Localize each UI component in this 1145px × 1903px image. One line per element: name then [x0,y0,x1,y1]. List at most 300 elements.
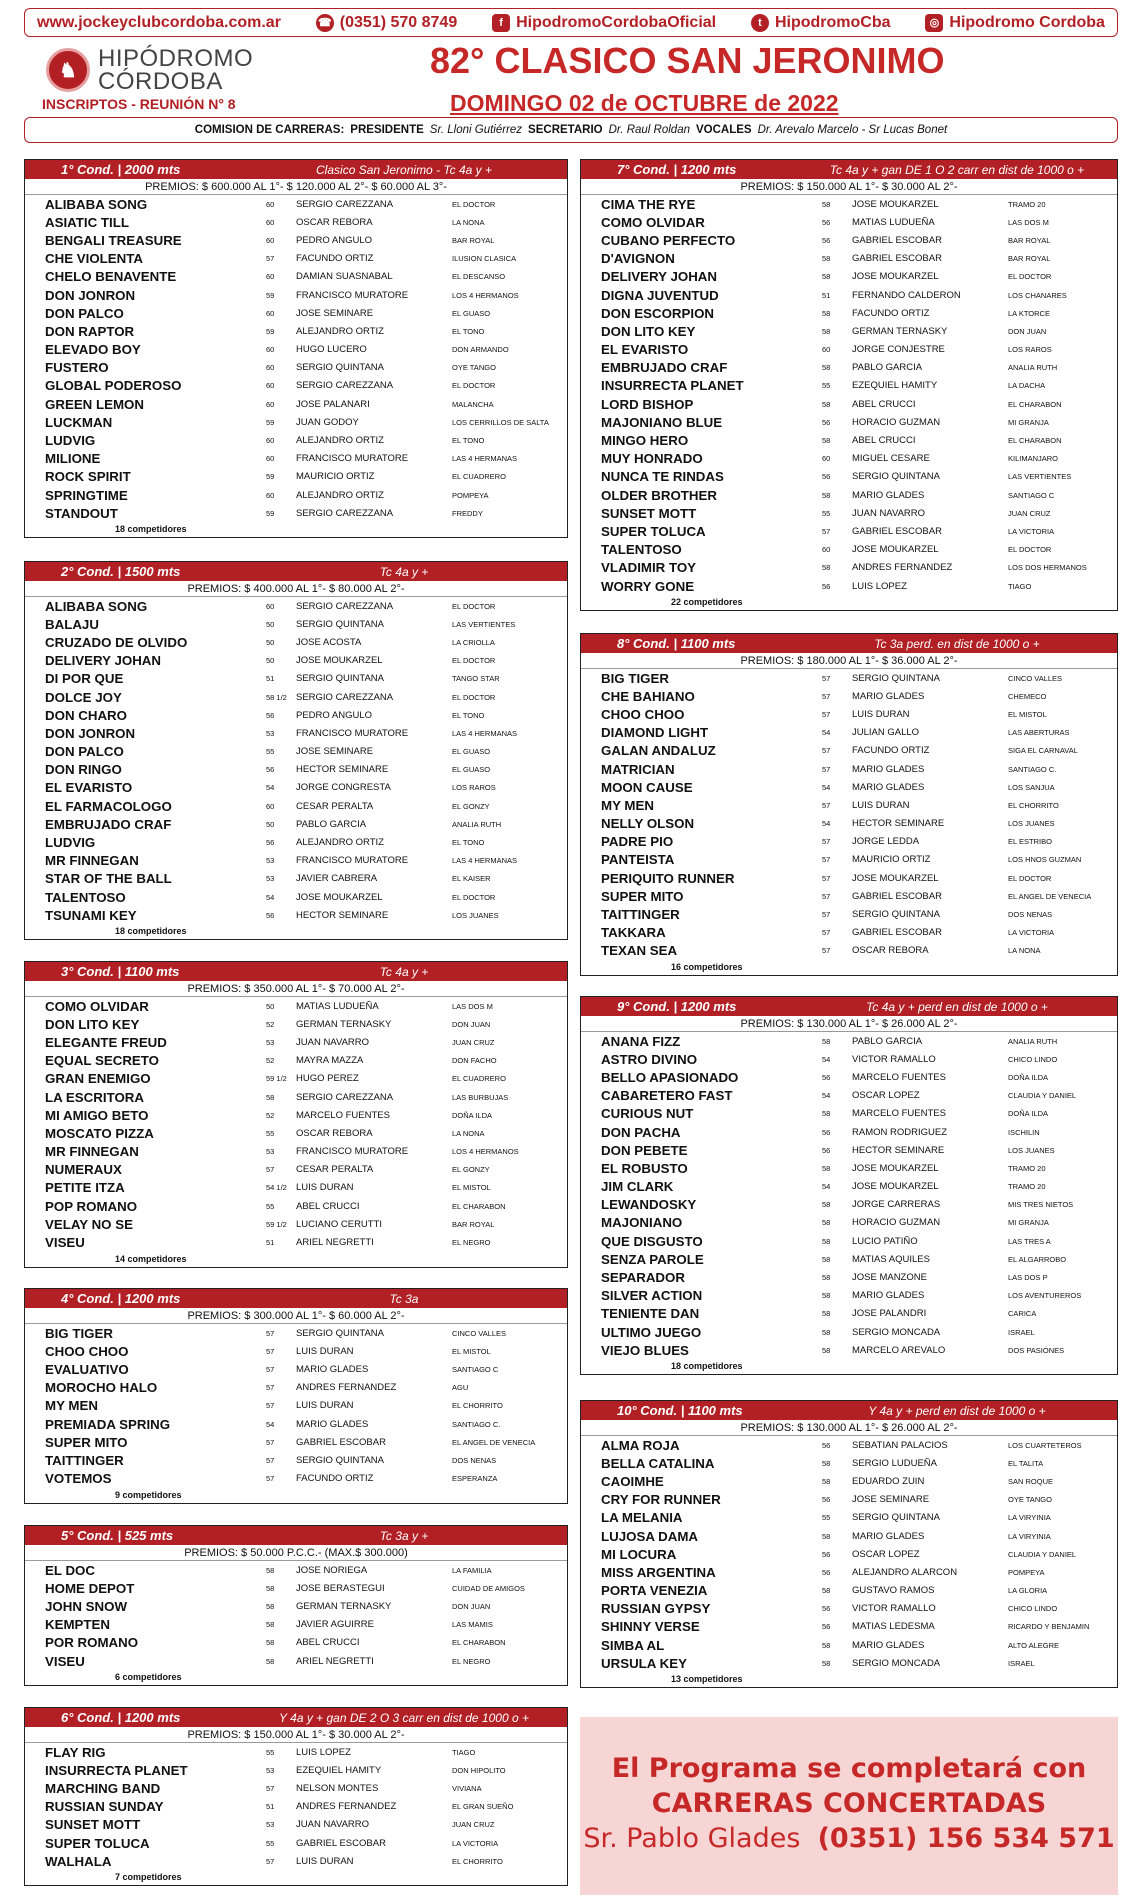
entry-row [25,1397,567,1415]
stable: LAS VERTIENTES [1008,472,1072,482]
twitter-item[interactable]: t HipodromoCba [751,14,891,32]
horse-name: SUPER TOLUCA [45,1835,150,1851]
horse-name: ASTRO DIVINO [601,1051,698,1067]
jockey: FRANCISCO MURATORE [296,289,409,301]
jockey: LUIS DURAN [296,1182,354,1194]
horse-name: CRUZADO DE OLVIDO [45,634,188,650]
stable: LOS CERRILLOS DE SALTA [452,417,549,427]
competitor-count: 18 competidores [115,524,187,535]
horse-name: LA ESCRITORA [45,1089,144,1105]
horse-name: VIEJO BLUES [601,1342,689,1358]
jockey: JOSE MOUKARZEL [852,544,939,556]
jockey: FERNANDO CALDERON [852,289,961,301]
weight: 60 [266,381,275,391]
entry-row [25,1470,567,1488]
weight: 53 [266,856,275,866]
jockey: JOSE NORIEGA [296,1564,368,1576]
weight: 57 [266,1401,275,1411]
stable: EL GUASO [452,308,491,318]
weight: 56 [822,1495,831,1505]
stable: EL DOCTOR [1008,272,1052,282]
stable: ANALIA RUTH [1008,1036,1058,1046]
weight: 58 [822,1586,831,1596]
stable: LA VICTORIA [452,1838,499,1848]
race-condition: 5° Cond. | 525 mts [61,1528,174,1543]
weight: 58 [822,1200,831,1210]
stable: DON HIPOLITO [452,1765,506,1775]
entry-row [581,833,1117,851]
weight: 55 [266,1747,275,1757]
competitor-count: 22 competidores [671,597,743,608]
entry-row [581,760,1117,778]
weight: 57 [266,1455,275,1465]
stable: EL CUADRERO [452,1074,506,1084]
instagram-icon: ◎ [925,14,943,32]
weight: 57 [266,1856,275,1866]
entry-row [25,268,567,286]
stable: EL DOCTOR [452,656,496,666]
race-description: Clasico San Jeronimo - Tc 4a y + [316,162,492,177]
jockey: JUAN NAVARRO [296,1036,370,1048]
weight: 58 [822,1109,831,1119]
entry-row [581,504,1117,522]
weight: 50 [266,1001,275,1011]
competitor-count: 18 competidores [115,926,187,937]
weight: 54 [822,1091,831,1101]
weight: 60 [266,490,275,500]
contact-bar [24,8,1118,37]
weight: 58 [822,1218,831,1228]
entry-row [25,322,567,340]
jockey: EDUARDO ZUIN [852,1475,925,1487]
jockey: ANDRES FERNANDEZ [852,562,953,574]
phone-icon: ☎ [316,14,334,32]
weight: 58 [822,1273,831,1283]
weight: 57 [266,1328,275,1338]
jockey: JOSE MOUKARZEL [852,198,939,210]
jockey: FRANCISCO MURATORE [296,1146,409,1158]
entry-row [25,1798,567,1816]
horse-name: BALAJU [45,616,99,632]
jockey: JOSE MANZONE [852,1272,927,1284]
horse-name: VLADIMIR TOY [601,560,697,576]
weight: 56 [822,1072,831,1082]
horse-name: LUDVIG [45,433,96,449]
entry-row [581,268,1117,286]
weight: 57 [266,1437,275,1447]
entry-row [581,1105,1117,1123]
stable: BAR ROYAL [1008,254,1051,264]
weight: 58 [266,1638,275,1648]
race-description: Y 4a y + perd en dist de 1000 o + [868,1403,1046,1418]
horse-name: FLAY RIG [45,1744,106,1760]
jockey: JOSE MOUKARZEL [852,1162,939,1174]
stable: DON JUAN [452,1019,491,1029]
jockey: MARIO GLADES [852,690,925,702]
entry-row [25,195,567,213]
jockey: LUCIANO CERUTTI [296,1218,383,1230]
horse-name: SUPER MITO [45,1434,128,1450]
weight: 60 [266,801,275,811]
horse-name: FUSTERO [45,360,109,376]
entry-row [25,213,567,231]
race-condition: 6° Cond. | 1200 mts [61,1710,181,1725]
competitor-count: 7 competidores [115,1872,182,1883]
horse-name: SILVER ACTION [601,1288,703,1304]
jockey: SERGIO CAREZZANA [296,380,394,392]
horse-name: VISEU [45,1653,85,1669]
entry-row [581,1214,1117,1232]
entry-row [25,377,567,395]
horse-name: TAKKARA [601,925,666,941]
entry-row [25,1233,567,1251]
horse-name: DIAMOND LIGHT [601,725,709,741]
entry-row [25,1433,567,1451]
entry-row [581,431,1117,449]
horse-name: SUNSET MOTT [601,505,697,521]
race-header [25,1708,567,1727]
race-description: Y 4a y + gan DE 2 O 3 carr en dist de 1000 o + [279,1710,529,1725]
stable: EL CHARABON [452,1201,506,1211]
entry-row [581,1305,1117,1323]
entry-row [581,705,1117,723]
entry-row [581,1636,1117,1654]
stable: EL TONO [452,326,485,336]
stable: EL CHARABON [452,1638,506,1648]
horse-name: GLOBAL PODEROSO [45,378,182,394]
jockey: ALEJANDRO ALARCON [852,1566,958,1578]
stable: CHEMECO [1008,691,1047,701]
weight: 56 [822,581,831,591]
jockey: JOSE MOUKARZEL [852,1181,939,1193]
race-description: Tc 4a y + [379,964,429,979]
stable: LA NONA [452,217,485,227]
horse-name: MATRICIAN [601,761,675,777]
entry-row [25,1415,567,1433]
entry-row [581,742,1117,760]
horse-name: EMBRUJADO CRAF [45,816,172,832]
entry-row [581,522,1117,540]
weight: 56 [266,710,275,720]
jockey: VICTOR RAMALLO [852,1603,936,1615]
horse-name: WORRY GONE [601,578,695,594]
race-prizes: PREMIOS: $ 150.000 AL 1°- $ 30.000 AL 2°- [25,1727,567,1743]
race-prizes: PREMIOS: $ 130.000 AL 1°- $ 26.000 AL 2°- [581,1420,1117,1436]
president-label: PRESIDENTE [350,124,424,136]
entry-row [25,1324,567,1342]
race-condition: 3° Cond. | 1100 mts [61,964,180,979]
stable: DOÑA ILDA [452,1110,493,1120]
stable: EL DOCTOR [452,692,496,702]
stable: EL CHORRITO [1008,800,1059,810]
weight: 58 [822,1236,831,1246]
horse-name: BIG TIGER [45,1325,113,1341]
jockey: MAURICIO ORTIZ [296,471,375,483]
jockey: MARIO GLADES [852,781,925,793]
jockey: LUCIO PATIÑO [852,1235,918,1247]
stable: EL DOCTOR [1008,545,1052,555]
weight: 51 [266,674,275,684]
stable: EL DOCTOR [452,601,496,611]
jockey: GERMAN TERNASKY [296,1018,392,1030]
jockey: HECTOR SEMINARE [852,818,945,830]
entry-row [25,504,567,522]
entry-row [25,1634,567,1652]
website-link[interactable]: www.jockeyclubcordoba.com.ar [37,13,281,31]
jockey: FACUNDO ORTIZ [296,253,374,265]
horse-name: DON JONRON [45,725,136,741]
jockey: ANDRES FERNANDEZ [296,1801,397,1813]
entry-row [581,359,1117,377]
jockey: MARIO GLADES [296,1418,369,1430]
entry-row [25,1451,567,1469]
jockey: SERGIO CAREZZANA [296,1091,394,1103]
weight: 57 [822,800,831,810]
stable: EL CHARABON [1008,399,1062,409]
stable: LA VIRYINIA [1008,1531,1051,1541]
horse-name: SPRINGTIME [45,487,128,503]
entry-row [581,541,1117,559]
jockey: MAURICIO ORTIZ [852,854,931,866]
horse-name: CHE BAHIANO [601,688,695,704]
horse-name: PADRE PIO [601,834,674,850]
weight: 55 [266,1838,275,1848]
weight: 57 [266,1783,275,1793]
horse-name: SENZA PAROLE [601,1251,704,1267]
jockey: GABRIEL ESCOBAR [852,890,942,902]
weight: 60 [822,454,831,464]
stable: ISRAEL [1008,1658,1035,1668]
jockey: SERGIO CAREZZANA [296,600,394,612]
jockey: JOSE PALANARI [296,398,370,410]
weight: 58 [822,1254,831,1264]
horse-name: DIGNA JUVENTUD [601,287,719,303]
facebook-item[interactable]: f HipodromoCordobaOficial [492,14,716,32]
weight: 54 [822,819,831,829]
entry-row [25,1197,567,1215]
entry-row [25,652,567,670]
entry-row [25,797,567,815]
weight: 60 [266,199,275,209]
horse-name: TALENTOSO [45,889,126,905]
entry-row [581,322,1117,340]
vocals-names: Dr. Arevalo Marcelo - Sr Lucas Bonet [757,124,948,136]
horse-name: LORD BISHOP [601,396,694,412]
entry-row [25,1616,567,1634]
horse-name: PORTA VENEZIA [601,1583,708,1599]
horse-name: LUDVIG [45,835,96,851]
stable: LAS 4 HERMANAS [452,856,518,866]
stable: ANALIA RUTH [452,819,502,829]
jockey: MARIO GLADES [852,489,925,501]
weight: 57 [266,1364,275,1374]
jockey: JORGE CONJESTRE [852,344,945,356]
horse-name: DON RAPTOR [45,323,135,339]
weight: 52 [266,1110,275,1120]
horse-name: DON CHARO [45,707,127,723]
entry-row [25,1088,567,1106]
horse-name: MR FINNEGAN [45,853,139,869]
entry-row [581,1068,1117,1086]
entry-row [581,1527,1117,1545]
entry-row [25,597,567,615]
stable: LA KTORCE [1008,308,1050,318]
horse-name: MY MEN [45,1398,98,1414]
entry-row [25,1124,567,1142]
horse-name: DON PEBETE [601,1142,688,1158]
horse-name: TAITTINGER [601,907,680,923]
commission-label: COMISION DE CARRERAS: [194,124,345,136]
race-description: Tc 3a [389,1291,419,1306]
horse-name: PETITE ITZA [45,1180,125,1196]
horse-name: SUNSET MOTT [45,1817,141,1833]
jockey: JAVIER CABRERA [296,873,378,885]
entry-row [25,1215,567,1233]
horse-name: LA MELANIA [601,1510,683,1526]
jockey: GABRIEL ESCOBAR [852,525,942,537]
entry-row [581,341,1117,359]
weight: 60 [266,399,275,409]
jockey: SERGIO MONCADA [852,1657,941,1669]
stable: SANTIAGO C [452,1364,499,1374]
jockey: SERGIO QUINTANA [852,1512,940,1524]
jockey: JOSE BERASTEGUI [296,1582,385,1594]
entry-row [581,869,1117,887]
horse-name: CUBANO PERFECTO [601,232,736,248]
weight: 54 [822,728,831,738]
stable: LA FAMILIA [452,1565,492,1575]
stable: LOS SANJUA [1008,782,1055,792]
weight: 54 [822,1182,831,1192]
jockey: HECTOR SEMINARE [852,1144,945,1156]
entry-row [581,1618,1117,1636]
weight: 56 [822,235,831,245]
horse-name: BENGALI TREASURE [45,232,182,248]
entry-row [581,815,1117,833]
entry-row [25,888,567,906]
race-condition: 1° Cond. | 2000 mts [61,162,181,177]
stable: POMPEYA [452,490,489,500]
stable: AGU [452,1383,469,1393]
weight: 55 [266,1201,275,1211]
horse-name: DON RINGO [45,762,122,778]
horse-name: MY MEN [601,797,654,813]
race-condition: 7° Cond. | 1200 mts [617,162,737,177]
entry-row [581,1472,1117,1490]
horse-name: DELIVERY JOHAN [45,653,162,669]
weight: 54 [266,1419,275,1429]
weight: 53 [266,1147,275,1157]
race-card [24,1288,568,1504]
jockey: JUAN NAVARRO [852,507,926,519]
stable: SANTIAGO C. [452,1419,501,1429]
entry-row [25,670,567,688]
race-prizes: PREMIOS: $ 150.000 AL 1°- $ 30.000 AL 2°- [581,179,1117,195]
jockey: CESAR PERALTA [296,800,374,812]
entry-row [25,1106,567,1124]
jockey: MARCELO AREVALO [852,1344,946,1356]
race-condition: 4° Cond. | 1200 mts [61,1291,181,1306]
race-card [580,159,1118,611]
jockey: PABLO GARCIA [852,1035,923,1047]
entry-row [581,669,1117,687]
weight: 60 [266,601,275,611]
weight: 58 [822,1163,831,1173]
horse-name: SUPER MITO [601,888,684,904]
weight: 58 [822,363,831,373]
jockey: GERMAN TERNASKY [296,1600,392,1612]
stable: CARICA [1008,1309,1037,1319]
weight: 56 [822,417,831,427]
event-date: DOMINGO 02 de OCTUBRE de 2022 [450,90,839,116]
horse-name: WALHALA [45,1853,112,1869]
entry-row [25,724,567,742]
jockey: GERMAN TERNASKY [852,325,948,337]
entry-row [25,1015,567,1033]
race-description: Tc 3a y + [379,1528,429,1543]
entry-row [25,1743,567,1761]
stable: LOS 4 HERMANOS [452,1147,519,1157]
entry-row [25,743,567,761]
weight: 53 [266,1765,275,1775]
stable: LOS JUANES [1008,819,1055,829]
entry-row [581,724,1117,742]
jockey: ALEJANDRO ORTIZ [296,837,384,849]
weight: 51 [266,1238,275,1248]
weight: 57 [266,1165,275,1175]
horse-name: MR FINNEGAN [45,1144,139,1160]
entry-row [25,1561,567,1579]
horse-name: CURIOUS NUT [601,1106,694,1122]
jockey: MARCELO FUENTES [852,1108,946,1120]
entry-row [581,905,1117,923]
entry-row [25,779,567,797]
race-prizes: PREMIOS: $ 350.000 AL 1°- $ 70.000 AL 2°- [25,981,567,997]
stable: ANALIA RUTH [1008,363,1058,373]
race-header [25,1289,567,1308]
twitter-icon: t [751,14,769,32]
horse-name: MILIONE [45,451,101,467]
jockey: ALEJANDRO ORTIZ [296,435,384,447]
horse-name: CHELO BENAVENTE [45,269,177,285]
stable: EL GRAN SUEÑO [452,1802,514,1812]
entry-row [581,468,1117,486]
entry-row [25,1033,567,1051]
competitor-count: 9 competidores [115,1489,182,1500]
horse-name: INSURRECTA PLANET [45,1762,188,1778]
entry-row [25,815,567,833]
stable: SAN ROQUE [1008,1476,1054,1486]
horse-name: DON PALCO [45,305,124,321]
weight: 58 [822,308,831,318]
stable: MI GRANJA [1008,417,1049,427]
stable: LOS RAROS [1008,345,1052,355]
entry-row [581,1654,1117,1672]
jockey: LUIS DURAN [296,1400,354,1412]
jockey: SERGIO CAREZZANA [296,507,394,519]
promo-contact-name: Sr. Pablo Glades [583,1823,801,1854]
entry-row [25,250,567,268]
jockey: LUIS DURAN [296,1345,354,1357]
jockey: OSCAR REBORA [296,216,373,228]
horse-name: ANANA FIZZ [601,1033,681,1049]
stable: ISCHILIN [1008,1127,1040,1137]
stable: LOS DOS HERMANOS [1008,563,1087,573]
jockey: PEDRO ANGULO [296,234,373,246]
horse-name: ALIBABA SONG [45,598,148,614]
instagram-item[interactable]: ◎ Hipodromo Cordoba [925,14,1105,32]
horse-name: VOTEMOS [45,1471,112,1487]
